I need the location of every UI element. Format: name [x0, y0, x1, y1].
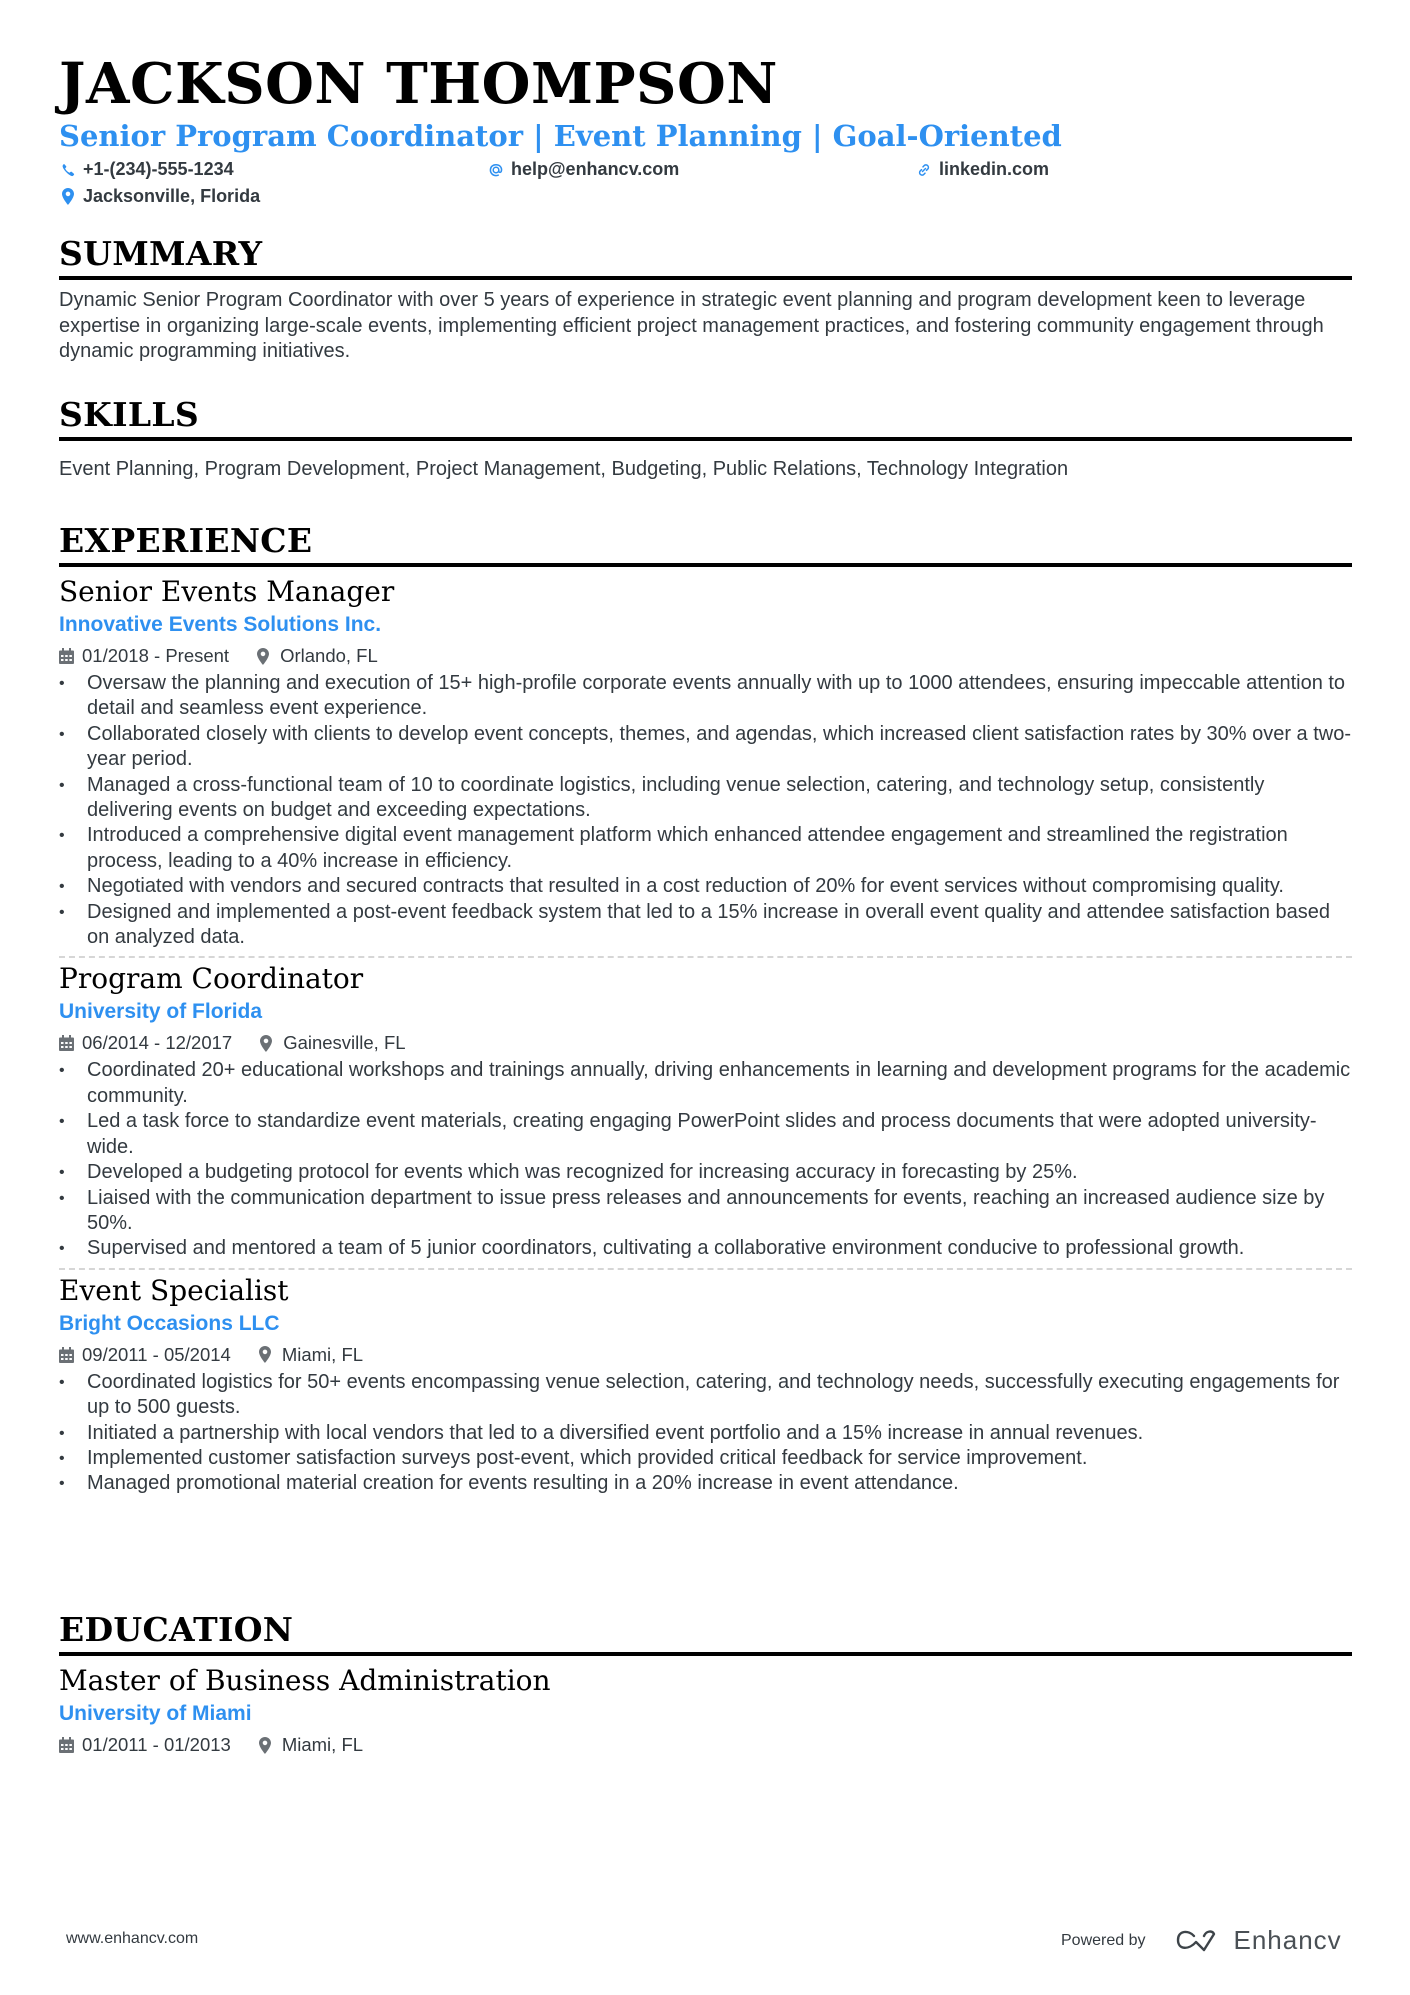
location-pin-icon	[257, 647, 273, 665]
job-dates: 06/2014 - 12/2017	[82, 1032, 233, 1054]
skills-section	[59, 395, 1352, 483]
calendar-icon	[59, 1736, 75, 1754]
education-location: Miami, FL	[281, 1734, 364, 1755]
company-name: Bright Occasions LLC	[59, 1311, 280, 1335]
powered-by-label: Powered by	[1061, 1931, 1146, 1949]
job-meta	[59, 643, 1352, 669]
degree-title: Master of Business Administration	[59, 1664, 551, 1697]
location-pin-icon	[260, 1034, 276, 1052]
job-dates: 09/2011 - 05/2014	[82, 1343, 231, 1365]
contact-phone	[59, 156, 487, 183]
education-section	[59, 1610, 1352, 1758]
job-location: Orlando, FL	[280, 645, 378, 666]
bullet-item: • Designed and implemented a post-event feedback system that led to a 15% increase in overall event quality and attendee satisfaction based on analyzed data.	[59, 900, 1352, 951]
location-text: Jacksonville, Florida	[83, 186, 261, 206]
entry-separator	[59, 1268, 1352, 1270]
at-icon	[487, 161, 505, 179]
candidate-name: JACKSON THOMPSON	[59, 51, 778, 117]
footer-powered-by	[1061, 1925, 1342, 1956]
bullet-item: • Introduced a comprehensive digital event management platform which enhanced attendee engagement and streamlined the registration process, leading to a 40% increase in efficiency.	[59, 823, 1352, 874]
bullet-item: • Negotiated with vendors and secured contracts that resulted in a cost reduction of 20% for event services without compromising quality.	[59, 874, 1352, 899]
education-dates: 01/2011 - 01/2013	[82, 1734, 231, 1755]
linkedin-text[interactable]: linkedin.com	[939, 159, 1050, 179]
job-location: Miami, FL	[281, 1343, 364, 1365]
footer-website-link[interactable]: www.enhancv.com	[66, 1930, 199, 1947]
email-text[interactable]: help@enhancv.com	[511, 159, 680, 179]
bullet-item: • Oversaw the planning and execution of 15+ high-profile corporate events annually with up to 1000 attendees, ensuring impeccable attention to detail and seamless event experience.	[59, 671, 1352, 722]
section-title-education: EDUCATION	[59, 1610, 294, 1649]
bullet-item: • Managed promotional material creation for events resulting in a 20% increase in event attendance.	[59, 1471, 1352, 1496]
location-pin-icon	[259, 1346, 275, 1364]
entry-separator	[59, 956, 1352, 958]
link-icon	[915, 161, 933, 179]
job-title: Program Coordinator	[59, 962, 364, 996]
experience-entry	[59, 575, 1352, 950]
calendar-icon	[59, 1034, 75, 1052]
enhancv-brand-text[interactable]: Enhancv	[1233, 1925, 1342, 1955]
job-bullets	[59, 671, 1352, 950]
section-title-skills: SKILLS	[59, 395, 199, 434]
bullet-item: • Coordinated 20+ educational workshops and trainings annually, driving enhancements in learning and development programs for the academic community.	[59, 1058, 1352, 1109]
job-title: Event Specialist	[59, 1273, 289, 1307]
section-title-experience: EXPERIENCE	[59, 521, 313, 560]
company-name: University of Florida	[59, 1000, 263, 1024]
company-name: Innovative Events Solutions Inc.	[59, 613, 382, 636]
job-location: Gainesville, FL	[283, 1032, 406, 1054]
bullet-item: • Implemented customer satisfaction surveys post-event, which provided critical feedback for service improvement.	[59, 1446, 1352, 1471]
enhancv-logo-icon[interactable]	[1174, 1928, 1222, 1954]
job-meta	[59, 1030, 1352, 1056]
contact-info	[59, 156, 1352, 210]
section-divider	[59, 437, 1352, 441]
experience-entry	[59, 1274, 1352, 1497]
bullet-item: • Managed a cross-functional team of 10 to coordinate logistics, including venue selection, catering, and technology setup, consistently delivering events on budget and exceeding expectations.	[59, 773, 1352, 824]
contact-location	[59, 183, 487, 210]
section-divider	[59, 563, 1352, 567]
section-divider	[59, 1652, 1352, 1656]
location-pin-icon	[59, 188, 77, 206]
phone-icon	[59, 161, 77, 179]
bullet-item: • Initiated a partnership with local vendors that led to a diversified event portfolio and a 15% increase in annual revenues.	[59, 1421, 1352, 1446]
summary-section	[59, 234, 1352, 365]
bullet-item: • Liaised with the communication department to issue press releases and announcements for events, reaching an increased audience size by 50%.	[59, 1186, 1352, 1237]
bullet-item: • Collaborated closely with clients to develop event concepts, themes, and agendas, which increased client satisfaction rates by 30% over a two-year period.	[59, 722, 1352, 773]
calendar-icon	[59, 1346, 75, 1364]
candidate-headline: Senior Program Coordinator | Event Planning | Goal-Oriented	[59, 119, 1062, 153]
contact-linkedin[interactable]	[915, 156, 1343, 183]
job-meta	[59, 1342, 1352, 1368]
section-divider	[59, 276, 1352, 280]
section-title-summary: SUMMARY	[59, 234, 263, 273]
school-name: University of Miami	[59, 1702, 252, 1725]
bullet-item: • Supervised and mentored a team of 5 junior coordinators, cultivating a collaborative environment conducive to professional growth.	[59, 1236, 1352, 1261]
experience-entry	[59, 962, 1352, 1261]
calendar-icon	[59, 647, 75, 665]
contact-email[interactable]	[487, 156, 915, 183]
experience-section	[59, 521, 1352, 1497]
bullet-item: • Coordinated logistics for 50+ events encompassing venue selection, catering, and technology needs, successfully executing engagements for up to 500 guests.	[59, 1370, 1352, 1421]
job-bullets	[59, 1370, 1352, 1497]
job-title: Senior Events Manager	[59, 575, 395, 608]
phone-text: +1-(234)-555-1234	[83, 159, 234, 179]
education-entry	[59, 1664, 1352, 1758]
job-bullets	[59, 1058, 1352, 1261]
summary-text: Dynamic Senior Program Coordinator with over 5 years of experience in strategic event planning and program development keen to leverage expertise in organizing large-scale events, implementing efficient project management practices, and fostering community engagement through dynamic programming initiatives.	[59, 289, 1324, 363]
education-meta	[59, 1732, 1352, 1758]
skills-text: Event Planning, Program Development, Project Management, Budgeting, Public Relations, Technology Integration	[59, 458, 1069, 480]
location-pin-icon	[259, 1736, 275, 1754]
bullet-item: • Led a task force to standardize event materials, creating engaging PowerPoint slides and process documents that were adopted university-wide.	[59, 1109, 1352, 1160]
bullet-item: • Developed a budgeting protocol for events which was recognized for increasing accuracy in forecasting by 25%.	[59, 1160, 1352, 1185]
job-dates: 01/2018 - Present	[82, 645, 230, 666]
